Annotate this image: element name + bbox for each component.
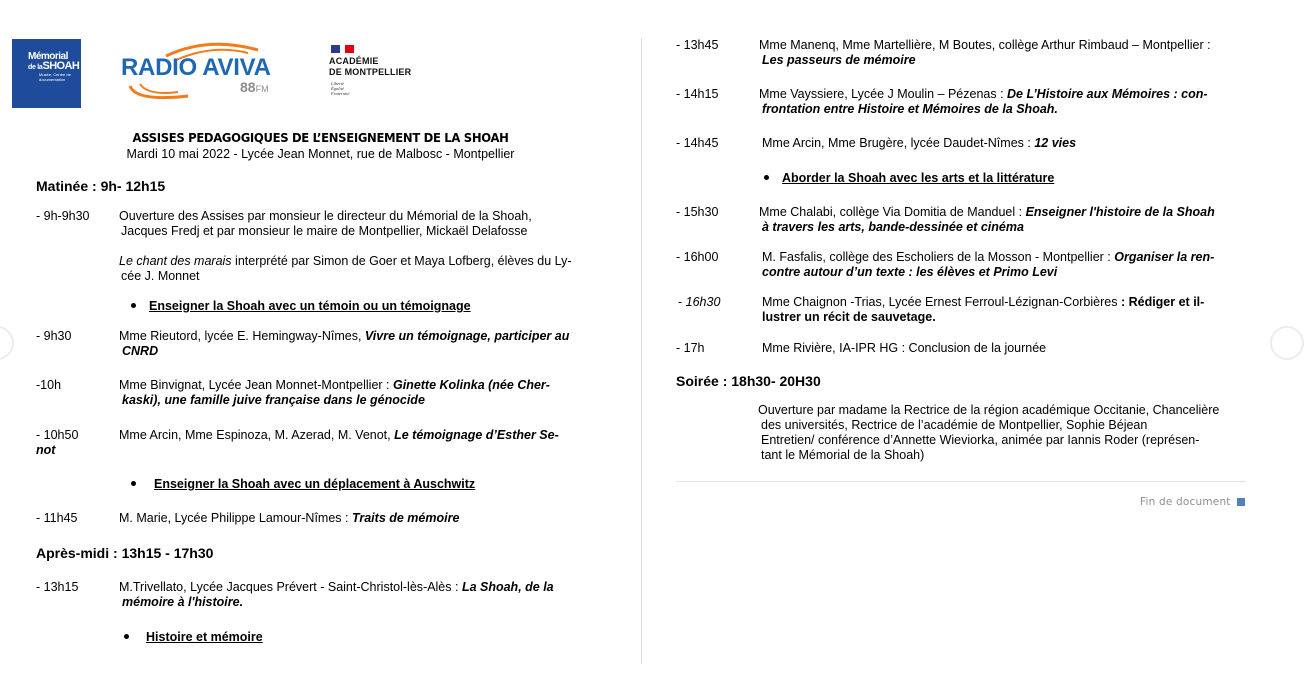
item-title: Ginette Kolinka (née Cher- bbox=[392, 378, 550, 392]
time-16h30 bbox=[678, 295, 720, 309]
motto-egalite: Égalité bbox=[331, 86, 344, 91]
academie-name bbox=[329, 56, 411, 78]
item-title-cont: contre autour d’un texte : les élèves et Primo Levi bbox=[762, 265, 1058, 279]
radio-unit: FM bbox=[255, 84, 269, 94]
item-text: Mme Manenq, Mme Martellière, M Boutes, collège Arthur Rimbaud – Montpellier : bbox=[759, 38, 1211, 52]
evening-line: Entretien/ conférence d’Annette Wieviorka, animée par Iannis Roder (représen- bbox=[761, 433, 1200, 447]
item-title-cont: not bbox=[36, 443, 56, 457]
item-trivellato bbox=[119, 580, 554, 610]
theme-label: Aborder la Shoah avec les arts et la littérature bbox=[782, 171, 1055, 185]
item-title-cont: lustrer un récit de sauvetage. bbox=[762, 310, 936, 324]
memorial-logo-prefix: de la bbox=[28, 64, 43, 71]
radio-aviva-frequency bbox=[240, 79, 269, 95]
item-title-cont: CNRD bbox=[122, 344, 159, 358]
end-of-document-label: Fin de document bbox=[1140, 496, 1231, 508]
time-value: 16h30 bbox=[685, 295, 721, 309]
theme-bullet-temoin bbox=[131, 299, 471, 313]
theme-bullet-histoire bbox=[124, 630, 263, 644]
next-page-button[interactable] bbox=[1270, 326, 1304, 360]
item-arcin-brugere bbox=[762, 136, 1076, 151]
item-title: 12 vies bbox=[1034, 136, 1077, 150]
radio-aviva-name: RADIO AVIVA bbox=[121, 54, 271, 81]
memorial-logo-line1: Mémorial bbox=[28, 51, 68, 62]
item-text: Mme Chalabi, collège Via Domitia de Manduel : bbox=[759, 205, 1026, 219]
end-divider bbox=[676, 481, 1246, 482]
time-15h30: - 15h30 bbox=[676, 205, 719, 219]
time-13h45: - 13h45 bbox=[676, 38, 719, 52]
french-flag-icon bbox=[331, 45, 353, 53]
motto-fraternite: Fraternité bbox=[331, 91, 350, 96]
item-text: M. Marie, Lycée Philippe Lamour-Nîmes : bbox=[119, 511, 352, 525]
item-title: Le chant des marais bbox=[119, 254, 232, 268]
time-14h15: - 14h15 bbox=[676, 87, 719, 101]
academie-line1: ACADÉMIE bbox=[329, 56, 379, 66]
evening-line: Ouverture par madame la Rectrice de la région académique Occitanie, Chancelière bbox=[758, 403, 1220, 417]
time-17h: - 17h bbox=[676, 341, 705, 355]
time-10h: -10h bbox=[36, 378, 62, 392]
end-marker-icon bbox=[1237, 498, 1245, 506]
motto-liberte: Liberté bbox=[331, 81, 344, 86]
item-arcin-espinoza bbox=[119, 428, 559, 443]
item-title: Vivre un témoignage, participer au bbox=[364, 329, 570, 343]
item-chaignon bbox=[762, 295, 1204, 325]
radio-aviva-logo bbox=[118, 38, 288, 102]
time-9h30: - 9h30 bbox=[36, 329, 72, 343]
item-riviere: Mme Rivière, IA-IPR HG : Conclusion de la journée bbox=[762, 341, 1047, 355]
evening-description bbox=[758, 403, 1219, 463]
item-title: Enseigner l'histoire de la Shoah bbox=[1025, 205, 1215, 219]
item-title: De L’Histoire aux Mémoires : con- bbox=[1007, 87, 1208, 101]
bullet-icon bbox=[124, 634, 129, 639]
time-11h45: - 11h45 bbox=[36, 511, 78, 525]
academie-line2: DE MONTPELLIER bbox=[329, 67, 412, 77]
item-title-cont: kaski), une famille juive française dans le génocide bbox=[122, 393, 425, 407]
item-title: Les passeurs de mémoire bbox=[762, 53, 916, 67]
previous-page-button[interactable] bbox=[0, 326, 14, 360]
bullet-icon bbox=[764, 175, 769, 180]
item-manenq bbox=[759, 38, 1211, 68]
item-title-cont: mémoire à l'histoire. bbox=[122, 595, 244, 609]
evening-line: des universités, Rectrice de l’académie de Montpellier, Sophie Béjean bbox=[761, 418, 1148, 432]
item-rieutord bbox=[119, 329, 569, 359]
morning-heading: Matinée : 9h- 12h15 bbox=[36, 178, 166, 194]
item-chalabi bbox=[759, 205, 1215, 235]
document-title: ASSISES PEDAGOGIQUES DE L’ENSEIGNEMENT DE LA SHOAH bbox=[132, 130, 509, 145]
time-13h15: - 13h15 bbox=[36, 580, 79, 594]
item-text: M. Fasfalis, collège des Escholiers de la Mosson - Montpellier : bbox=[762, 250, 1115, 264]
time-14h45: - 14h45 bbox=[676, 136, 719, 150]
memorial-logo-shoah: SHOAH bbox=[42, 60, 80, 72]
item-text: interprété par Simon de Goer et Maya Lofberg, élèves du Ly- bbox=[231, 254, 572, 268]
document-subtitle: Mardi 10 mai 2022 - Lycée Jean Monnet, rue de Malbosc - Montpellier bbox=[126, 147, 515, 161]
academie-montpellier-logo bbox=[329, 44, 419, 100]
theme-label: Histoire et mémoire bbox=[146, 630, 263, 644]
memorial-logo-line3: Musée, Centre de documentation bbox=[39, 72, 71, 82]
time-prefix: - bbox=[678, 295, 686, 309]
item-text: Mme Binvignat, Lycée Jean Monnet-Montpellier : bbox=[119, 378, 393, 392]
item-fasfalis bbox=[762, 250, 1214, 280]
item-chant bbox=[119, 254, 572, 284]
theme-label: Enseigner la Shoah avec un déplacement à Auschwitz bbox=[154, 477, 476, 491]
column-divider bbox=[641, 38, 642, 664]
time-10h50: - 10h50 bbox=[36, 428, 79, 442]
item-opening bbox=[119, 209, 532, 239]
item-text-cont: Jacques Fredj et par monsieur le maire de Montpellier, Mickaël Delafosse bbox=[121, 224, 528, 238]
item-title: Le témoignage d’Esther Se- bbox=[394, 428, 559, 442]
item-text: M.Trivellato, Lycée Jacques Prévert - Saint-Christol-lès-Alès : bbox=[119, 580, 462, 594]
republic-motto bbox=[331, 81, 350, 96]
item-title: : Rédiger et il- bbox=[1120, 295, 1205, 309]
theme-label: Enseigner la Shoah avec un témoin ou un témoignage bbox=[149, 299, 471, 313]
item-marie bbox=[119, 511, 459, 526]
bullet-icon bbox=[131, 303, 136, 308]
item-binvignat bbox=[119, 378, 550, 408]
item-text: Ouverture des Assises par monsieur le directeur du Mémorial de la Shoah, bbox=[119, 209, 532, 223]
item-text: Mme Arcin, Mme Espinoza, M. Azerad, M. Venot, bbox=[119, 428, 395, 442]
theme-bullet-arts bbox=[764, 171, 1054, 185]
item-text: Mme Chaignon -Trias, Lycée Ernest Ferroul-Lézignan-Corbières bbox=[762, 295, 1121, 309]
bullet-icon bbox=[131, 481, 136, 486]
item-text-cont: cée J. Monnet bbox=[121, 269, 200, 283]
radio-freq: 88 bbox=[240, 79, 256, 95]
item-title: La Shoah, de la bbox=[461, 580, 554, 594]
item-vayssiere bbox=[759, 87, 1208, 117]
time-9h-9h30: - 9h-9h30 bbox=[36, 209, 90, 223]
item-text: Mme Rieutord, lycée E. Hemingway-Nîmes, bbox=[119, 329, 365, 343]
item-title-cont: à travers les arts, bande-dessinée et cinéma bbox=[762, 220, 1024, 234]
item-title: Traits de mémoire bbox=[351, 511, 460, 525]
memorial-shoah-logo bbox=[12, 39, 81, 108]
item-title: Organiser la ren- bbox=[1114, 250, 1215, 264]
item-text: Mme Arcin, Mme Brugère, lycée Daudet-Nîmes : bbox=[762, 136, 1035, 150]
theme-bullet-auschwitz bbox=[131, 477, 475, 491]
evening-line: tant le Mémorial de la Shoah) bbox=[761, 448, 925, 462]
time-16h00: - 16h00 bbox=[676, 250, 719, 264]
afternoon-heading: Après-midi : 13h15 - 17h30 bbox=[36, 545, 214, 561]
item-text: Mme Vayssiere, Lycée J Moulin – Pézenas : bbox=[759, 87, 1008, 101]
evening-heading: Soirée : 18h30- 20H30 bbox=[676, 373, 821, 389]
item-title-cont: frontation entre Histoire et Mémoires de la Shoah. bbox=[762, 102, 1058, 116]
